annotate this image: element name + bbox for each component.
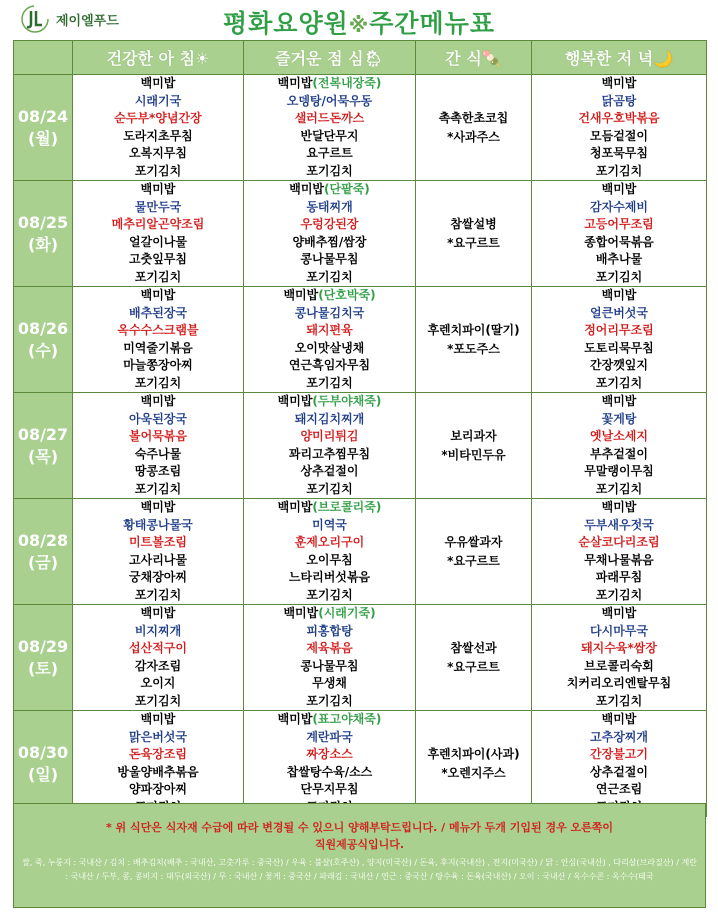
dish-item: 무채나물볶음 [584, 552, 654, 567]
dish-item: 궁채장아찌 [129, 570, 187, 584]
lunch-cell [244, 287, 416, 393]
weekly-menu-table [13, 40, 707, 817]
dish-item: 감자조림 [134, 658, 182, 673]
weekday-label: (화) [27, 234, 59, 254]
dish-item: 상추겉절이 [300, 464, 359, 478]
breakfast-cell [73, 711, 244, 817]
dinner-cell [532, 499, 707, 605]
snack-item: *요구르트 [447, 553, 500, 568]
dish-item: 배추된장국 [129, 305, 187, 320]
breakfast-cell [73, 75, 244, 181]
date-cell [14, 287, 73, 393]
weekday-label: (수) [27, 340, 59, 360]
snack-cell [416, 711, 532, 817]
porridge-label: (브로콜리죽) [312, 500, 382, 514]
breakfast-cell [73, 605, 244, 711]
lunch-cell [244, 75, 416, 181]
dish-item: 제육볶음 [306, 641, 353, 655]
snack-item: 우유쌀과자 [444, 534, 503, 549]
dish-item: 콩나물무침 [300, 252, 359, 266]
dish-item: 건새우호박볶음 [578, 111, 660, 125]
dish-item: 마늘쫑장아찌 [123, 358, 193, 372]
dish-item: 도토리묵무침 [584, 340, 654, 355]
snack-item: 후렌치파이(딸기) [427, 322, 520, 337]
dish-item: 메추리알곤약조림 [111, 217, 205, 231]
dish-item [244, 287, 415, 305]
dish-item: 정어리무조림 [584, 323, 654, 337]
dish-item: 요구르트 [306, 146, 353, 160]
dish-item: 옛날소세지 [590, 429, 648, 443]
dish-item: 무말랭이무침 [584, 464, 654, 478]
dish-item: 포기김치 [595, 481, 643, 496]
breakfast-cell [73, 181, 244, 287]
date-label: 08/27 [17, 424, 69, 444]
breakfast-cell [73, 287, 244, 393]
dish-item: 백미밥 [601, 288, 637, 302]
weekday-label: (목) [27, 446, 59, 466]
dish-item: 포기김치 [595, 693, 643, 708]
snack-cell [416, 393, 532, 499]
dish-item [244, 75, 415, 93]
dish-item: 백미밥 [601, 500, 637, 514]
dish-item: 볼어묵볶음 [129, 429, 187, 443]
dish-item: 포기김치 [595, 375, 643, 390]
dish-item: 순살코다리조림 [578, 535, 660, 549]
header-lunch: 즐거운 점 심🌦 [244, 41, 416, 75]
dish-item: 백미밥 [601, 182, 637, 196]
menu-day-row [14, 711, 707, 817]
title-left: 평화요양원 [223, 9, 349, 38]
rice-label: 백미밥 [277, 394, 313, 408]
dish-item: 백미밥 [601, 606, 637, 620]
date-cell [14, 75, 73, 181]
dish-item: 간장깻잎지 [590, 358, 648, 372]
dish-item: 포기김치 [595, 269, 643, 284]
date-label: 08/24 [17, 106, 69, 126]
dish-item: 순두부*양념간장 [114, 111, 202, 125]
dish-item: 꽈리고추찜무침 [288, 446, 371, 461]
dish-item: 샐러드돈까스 [294, 111, 365, 125]
dish-item: 모듬겉절이 [590, 128, 648, 143]
header-date [14, 41, 73, 75]
dish-item: 피홍합탕 [306, 623, 353, 638]
snack-item: *사과주스 [447, 129, 500, 144]
dish-item: 양배추찜/쌈장 [292, 234, 367, 249]
dish-item: 백미밥 [140, 606, 176, 620]
dish-item: 우렁강된장 [300, 217, 359, 231]
date-label: 08/25 [17, 212, 69, 232]
weekday-label: (일) [27, 764, 59, 784]
dish-item: 연근조림 [595, 782, 643, 796]
dish-item: 시래기국 [134, 93, 182, 108]
dish-item: 포기김치 [306, 587, 353, 602]
breakfast-cell [73, 393, 244, 499]
dish-item: 도라지초무침 [123, 128, 193, 143]
weekday-label: (토) [27, 658, 59, 678]
dish-item: 반달단무지 [300, 128, 359, 143]
dish-item: 숙주나물 [134, 446, 182, 461]
dish-item: 백미밥 [601, 712, 637, 726]
dish-item: 땅콩조림 [134, 464, 182, 478]
dish-item: 돼지김치찌개 [294, 411, 365, 426]
dish-item [244, 393, 415, 411]
dish-item: 미역국 [312, 517, 347, 532]
dish-item: 포기김치 [134, 269, 182, 284]
dish-item: 고춧잎무침 [129, 252, 187, 266]
dish-item: 훈제오리구이 [294, 535, 365, 549]
date-label: 08/30 [17, 742, 69, 762]
dish-item: 닭곰탕 [601, 93, 637, 108]
snack-cell [416, 181, 532, 287]
dish-item: 포기김치 [134, 481, 182, 496]
dinner-cell [532, 605, 707, 711]
dish-item: 부추겉절이 [590, 446, 648, 461]
dish-item: 콩나물무침 [300, 658, 359, 673]
dish-item: 양미리튀김 [300, 429, 359, 443]
date-label: 08/29 [17, 636, 69, 656]
menu-day-row [14, 181, 707, 287]
dish-item: 물만두국 [134, 199, 182, 214]
menu-day-row [14, 605, 707, 711]
dinner-cell [532, 287, 707, 393]
dish-item: 백미밥 [601, 394, 637, 408]
snack-cell [416, 75, 532, 181]
menu-day-row [14, 499, 707, 605]
dish-item: 치커리오리엔탈무침 [566, 676, 672, 690]
snack-item: *비타민두유 [441, 447, 506, 462]
dish-item: 브로콜리숙회 [584, 658, 654, 673]
snack-item: *포도주스 [447, 341, 500, 356]
snack-item: 보리과자 [450, 428, 497, 443]
dish-item: 백미밥 [140, 288, 176, 302]
dish-item: 미역줄기볶음 [123, 340, 193, 355]
dish-item [244, 181, 415, 199]
lunch-cell [244, 393, 416, 499]
page-header [0, 0, 718, 40]
header-breakfast: 건강한 아 침☀ [73, 41, 244, 75]
dish-item [244, 499, 415, 517]
porridge-label: (두부야채죽) [312, 394, 382, 408]
dish-item: 포기김치 [306, 269, 353, 284]
date-label: 08/28 [17, 530, 69, 550]
footer-notice [13, 803, 706, 908]
dish-item: 동태찌개 [306, 199, 353, 214]
dish-item: 미트볼조림 [129, 535, 187, 549]
date-cell [14, 711, 73, 817]
dish-item: 두부새우젓국 [584, 517, 654, 532]
snack-item: 촉촉한초코칩 [438, 110, 509, 125]
dish-item: 섭산적구이 [129, 641, 187, 655]
lunch-cell [244, 711, 416, 817]
snack-item: *오렌지주스 [441, 765, 506, 780]
rice-label: 백미밥 [283, 288, 319, 302]
date-cell [14, 393, 73, 499]
dish-item: 상추겉절이 [590, 764, 648, 779]
dish-item: 짜장소스 [306, 747, 353, 761]
dish-item: 백미밥 [140, 394, 176, 408]
dish-item: 간장불고기 [590, 747, 648, 761]
dish-item: 포기김치 [306, 163, 353, 178]
dish-item: 백미밥 [140, 76, 176, 90]
snack-cell [416, 605, 532, 711]
dish-item: 파래무침 [595, 570, 643, 584]
dish-item: 돈육장조림 [129, 747, 187, 761]
dish-item: 백미밥 [601, 76, 637, 90]
dish-item: 오복지무침 [129, 146, 187, 160]
dish-item: 콩나물김치국 [294, 305, 365, 320]
dish-item: 고등어무조림 [584, 217, 654, 231]
dish-item: 종합어묵볶음 [584, 234, 654, 249]
date-cell [14, 499, 73, 605]
dish-item: 고추장찌개 [590, 729, 648, 744]
dish-item: 옥수수스크램블 [117, 323, 199, 337]
dish-item: 오이지 [140, 676, 176, 690]
dish-item: 포기김치 [306, 375, 353, 390]
breakfast-cell [73, 499, 244, 605]
dinner-cell [532, 75, 707, 181]
dish-item: 포기김치 [134, 587, 182, 602]
dish-item: 무생채 [312, 676, 347, 690]
dish-item: 단무지무침 [300, 782, 359, 796]
dish-item: 아욱된장국 [129, 411, 187, 426]
dish-item: 오뎅탕/어묵우동 [286, 93, 373, 108]
porridge-label: (단호박죽) [318, 288, 376, 302]
dish-item: 계란파국 [306, 729, 353, 744]
date-cell [14, 181, 73, 287]
dish-item: 포기김치 [306, 481, 353, 496]
header-snack: 간 식🍡 [416, 41, 532, 75]
rice-label: 백미밥 [277, 500, 313, 514]
dish-item: 감자수제비 [590, 199, 648, 214]
dish-item: 맑은버섯국 [129, 729, 187, 744]
rice-label: 백미밥 [277, 712, 313, 726]
header-dinner: 행복한 저 녁🌙 [532, 41, 707, 75]
porridge-label: (표고야채죽) [312, 712, 382, 726]
dish-item: 연근흑임자무침 [288, 358, 371, 372]
dish-item: 얼갈이나물 [129, 234, 187, 249]
dish-item: 배추나물 [595, 252, 643, 266]
snack-cell [416, 287, 532, 393]
porridge-label: (단팥죽) [324, 182, 370, 196]
dinner-cell [532, 711, 707, 817]
dish-item [244, 711, 415, 729]
dish-item: 오이맛살냉채 [294, 340, 365, 355]
dish-item: 양파장아찌 [129, 782, 187, 796]
rice-label: 백미밥 [283, 606, 319, 620]
date-label: 08/26 [17, 318, 69, 338]
brand-name: 제이엘푸드 [56, 13, 119, 29]
dish-item: 다시마무국 [590, 623, 648, 638]
dish-item: 느타리버섯볶음 [288, 570, 371, 584]
menu-day-row [14, 287, 707, 393]
snack-item: *요구르트 [447, 659, 500, 674]
porridge-label: (시래기죽) [318, 606, 376, 620]
menu-day-row [14, 75, 707, 181]
page-title [0, 4, 718, 40]
snack-item: 참쌀설병 [450, 216, 497, 231]
notice-text-2: 직원제공식입니다. [314, 838, 405, 851]
table-header-row [14, 41, 707, 75]
dish-item [244, 605, 415, 623]
dish-item: 백미밥 [140, 182, 176, 196]
origin-info: 쌀, 죽, 누룽지 : 국내산 / 김치 : 배추김치(배추 : 국내산, 고춧가루 : 중국산) / 우육 : 불살(호주산) , 양지(미국산) / 돈육, 후지(국내산) , 전지(미국산) / 닭 : 안심(국내산) , 다리살(브라질산) / 계란 : 국내산 / 두부, 콩, 콩비지 : 대두(외국산) / 무 : 국내산 / 꽃게 : 중국산 / 파래김 : 국내산 / 연근 : 중국산 / 탕수육 : 돈육(국내산) / 오이 : 국내산 / 옥수수콘 : 옥수수(태국 [22, 858, 697, 881]
dish-item: 찹쌀탕수육/소스 [286, 764, 373, 779]
dinner-cell [532, 181, 707, 287]
lunch-cell [244, 499, 416, 605]
lunch-cell [244, 181, 416, 287]
dish-item: 꽃게탕 [601, 411, 637, 426]
porridge-label: (전복내장죽) [312, 76, 382, 90]
dish-item: 고사리나물 [129, 552, 187, 567]
dish-item: 비지찌개 [134, 623, 182, 638]
notice-text: * 위 식단은 식자재 수급에 따라 변경될 수 있으니 양해부탁드립니다. / 메뉴가 두개 기입된 경우 오른쪽이 [105, 821, 614, 834]
dish-item: 백미밥 [140, 500, 176, 514]
rice-label: 백미밥 [289, 182, 325, 196]
dish-item: 얼큰버섯국 [590, 305, 648, 320]
dish-item: 돼지편육 [306, 323, 353, 337]
dish-item: 포기김치 [134, 163, 182, 178]
title-separator: ※ [348, 13, 370, 37]
weekday-label: (금) [27, 552, 59, 572]
rice-label: 백미밥 [277, 76, 313, 90]
dish-item: 오이무침 [306, 552, 353, 567]
dish-item: 포기김치 [595, 163, 643, 178]
dish-item: 돼지수육*쌈장 [581, 641, 657, 655]
weekday-label: (월) [27, 128, 59, 148]
dish-item: 포기김치 [134, 693, 182, 708]
snack-item: 참쌀선과 [450, 640, 497, 655]
lunch-cell [244, 605, 416, 711]
dish-item: 포기김치 [134, 375, 182, 390]
dinner-cell [532, 393, 707, 499]
dish-item: 황태콩나물국 [123, 517, 193, 532]
dish-item: 청포묵무침 [590, 146, 648, 160]
snack-item: *요구르트 [447, 235, 500, 250]
dish-item: 포기김치 [306, 693, 353, 708]
date-cell [14, 605, 73, 711]
snack-item: 후렌치파이(사과) [427, 746, 520, 761]
snack-cell [416, 499, 532, 605]
dish-item: 포기김치 [595, 587, 643, 602]
dish-item: 백미밥 [140, 712, 176, 726]
title-right: 주간메뉴표 [369, 9, 495, 38]
menu-day-row [14, 393, 707, 499]
dish-item: 방울양배추볶음 [117, 764, 199, 779]
